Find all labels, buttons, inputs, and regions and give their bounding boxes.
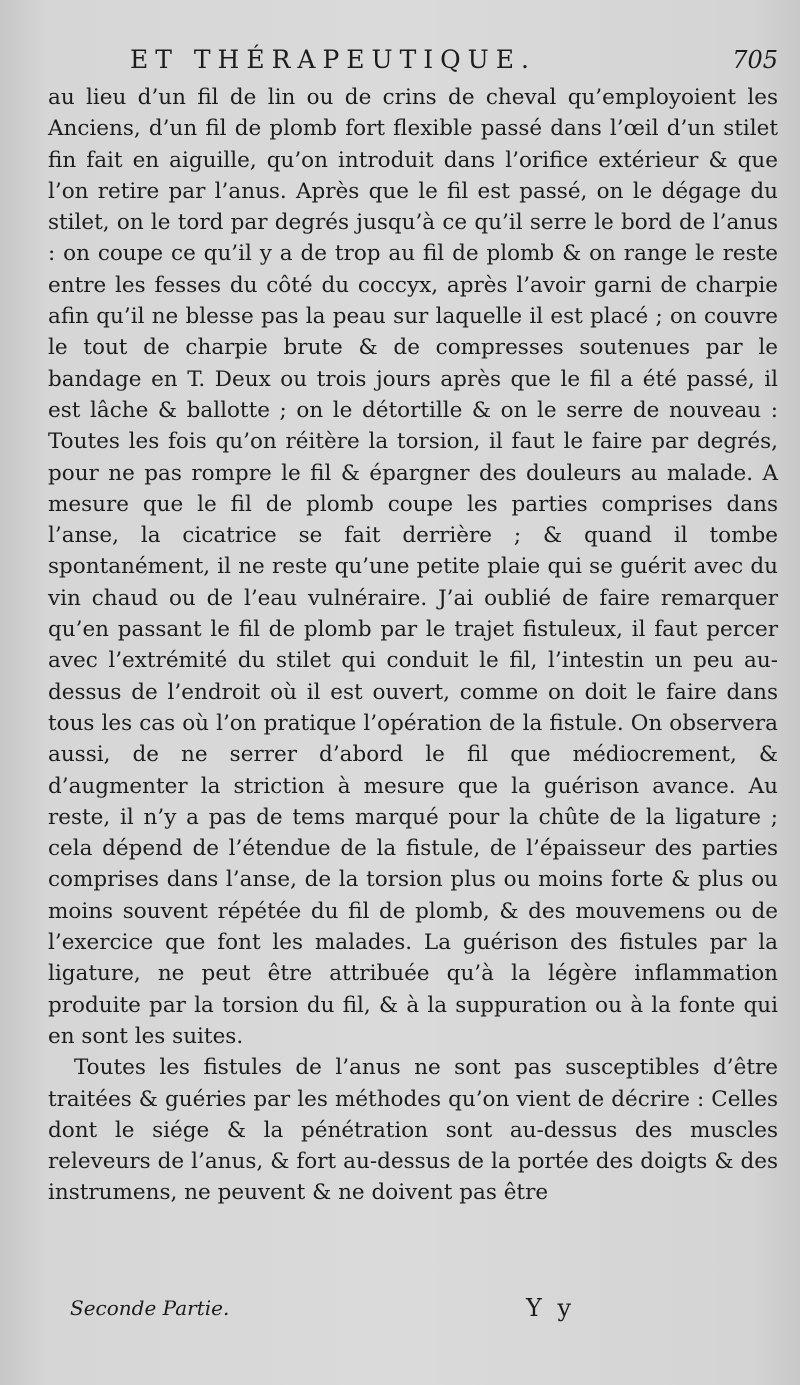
paragraph-1: au lieu d’un fil de lin ou de crins de cheval qu’employoient les Anciens, d’un fil de plomb fort flexible passé dans l’œil d’un stilet fin fait en aiguille, qu’on introduit dans l’orifice extérieur & que l’on retire par l’anus. Après que le fil est passé, on le dégage du stilet, on le tord par degrés jusqu’à ce qu’il serre le bord de l’anus : on coupe ce qu’il y a de trop au fil de plomb & on range le reste entre les fesses du côté du coccyx, après l’avoir garni de charpie afin qu’il ne blesse pas la peau sur laquelle il est placé ; on couvre le tout de charpie brute & de compresses soutenues par le bandage en T. Deux ou trois jours après que le fil a été passé, il est lâche & ballotte ; on le détortille & on le serre de nouveau : Toutes les fois qu’on réitère la torsion, il faut le faire par degrés, pour ne pas rompre le fil & épargner des douleurs au malade. A mesure que le fil de plomb coupe les parties comprises dans l’anse, la cicatrice se fait derrière ; & quand il tombe spontanément, il ne reste qu’une petite plaie qui se guérit avec du vin chaud ou de l’eau vulnéraire. J’ai oublié de faire remarquer qu’en passant le fil de plomb par le trajet fistuleux, il faut percer avec l’extrémité du stilet qui conduit le fil, l’intestin un peu au-dessus de l’endroit où il est ouvert, comme on doit le faire dans tous les cas où l’on pratique l’opération de la fistule. On observera aussi, de ne serrer d’abord le fil que médiocrement, & d’augmenter la striction à mesure que la guérison avance. Au reste, il n’y a pas de tems marqué pour la chûte de la ligature ; cela dépend de l’étendue de la fistule, de l’épaisseur des parties comprises dans l’anse, de la torsion plus ou moins forte & plus ou moins souvent répétée du fil de plomb, & des mouvemens ou de l’exercice que font les malades. La guérison des fistules par la ligature, ne peut être attribuée qu’à la légère inflammation produite par la torsion du fil, & à la suppuration ou à la fonte qui en sont les suites. — [48, 85, 778, 1049]
paragraph-2: Toutes les fistules de l’anus ne sont pas susceptibles d’être traitées & guéries par les méthodes qu’on vient de décrire : Celles dont le siége & la pénétration sont au-dessus des muscles releveurs de l’anus, & fort au-dessus de la portée des doigts & des instrumens, ne peuvent & ne doivent pas être — [48, 1055, 778, 1206]
page-number: 705 — [732, 46, 778, 74]
body-text — [48, 82, 778, 1209]
signature-mark: Y y — [526, 1294, 576, 1322]
running-head — [130, 42, 778, 78]
part-label: Seconde Partie. — [70, 1296, 230, 1320]
running-title: ET THÉRAPEUTIQUE. — [130, 45, 536, 74]
page-footer — [70, 1290, 650, 1326]
